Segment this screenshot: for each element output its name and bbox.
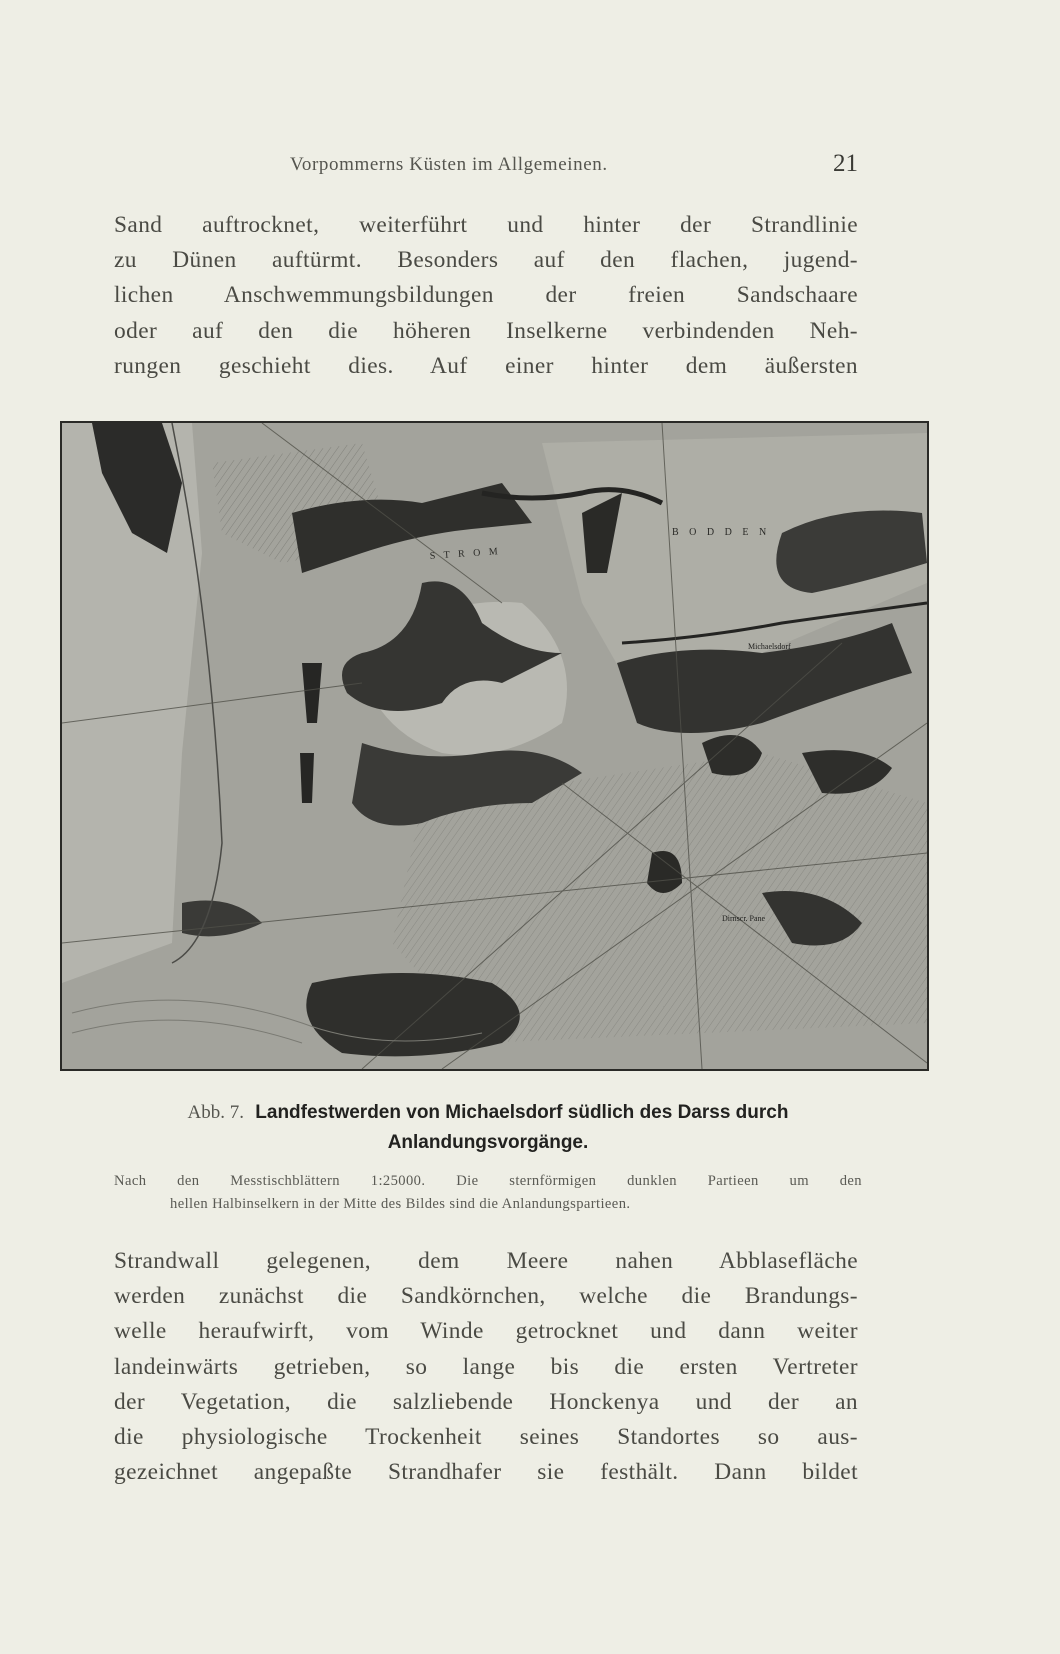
running-header-title: Vorpommerns Küsten im Allgemeinen. [290,154,608,175]
text-line: lichen Anschwemmungsbildungen der freien Sandschaare [114,282,858,309]
caption-note [114,1170,862,1216]
caption-note-line: Nach den Messtischblättern 1:25000. Die sternförmigen dunklen Partieen um den [114,1173,862,1189]
text-line: Strandwall gelegenen, dem Meere nahen Abblasefläche [114,1248,858,1274]
caption-title [114,1098,862,1158]
text-line: landeinwärts getrieben, so lange bis die ersten Vertreter [114,1353,858,1380]
text-line: gezeichnet angepaßte Strandhafer sie festhält. Dann bildet [114,1459,858,1486]
figure-caption [114,1098,862,1216]
paragraph-bottom [114,1244,858,1490]
map-label-bodden: B O D D E N [672,527,771,538]
text-line: oder auf den die höheren Inselkerne verbindenden Neh- [114,317,858,344]
text-line: rungen geschieht dies. Auf einer hinter dem äußersten [114,352,858,379]
map-label-michaelsdorf: Michaelsdorf [748,642,791,651]
map-figure [60,421,929,1071]
text-line: Sand auftrocknet, weiterführt und hinter der Strandlinie [114,212,858,238]
map-image [62,423,927,1069]
page-number: 21 [833,150,858,177]
caption-title-line1: Landfestwerden von Michaelsdorf südlich des Darss durch [255,1102,789,1123]
caption-note-line: hellen Halbinselkern in der Mitte des Bildes sind die Anlandungspartieen. [170,1196,631,1212]
text-line: werden zunächst die Sandkörnchen, welche die Brandungs- [114,1283,858,1310]
caption-label: Abb. 7. [187,1102,244,1123]
running-header [114,150,862,186]
text-line: die physiologische Trockenheit seines Standortes so aus- [114,1423,858,1450]
paragraph-top [114,208,858,384]
caption-title-line2: Anlandungsvorgänge. [387,1132,589,1153]
text-line: welle heraufwirft, vom Winde getrocknet und dann weiter [114,1318,858,1345]
map-label-strom: S T R O M [429,546,502,562]
map-label-ortschaft: Dirnscr. Pane [722,914,766,923]
text-line: zu Dünen auftürmt. Besonders auf den flachen, jugend- [114,247,858,274]
text-line: der Vegetation, die salzliebende Honckenya und der an [114,1388,858,1415]
